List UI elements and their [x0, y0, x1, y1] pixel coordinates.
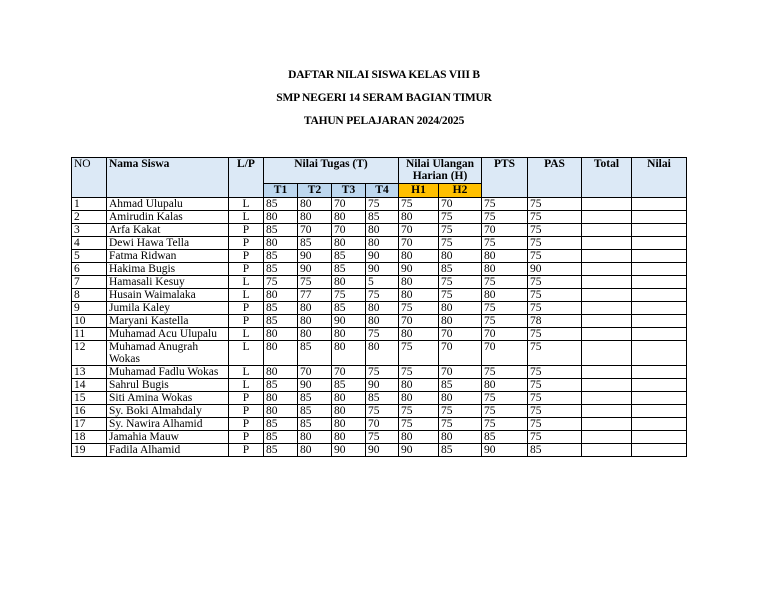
cell-t1: 80	[264, 405, 298, 418]
cell-no: 14	[72, 379, 107, 392]
cell-t4: 90	[366, 379, 399, 392]
cell-h2: 80	[439, 315, 482, 328]
cell-nilai	[632, 263, 687, 276]
cell-pas: 75	[528, 405, 582, 418]
title-line-1: DAFTAR NILAI SISWA KELAS VIII B	[288, 69, 480, 81]
cell-total	[582, 379, 632, 392]
cell-nilai	[632, 418, 687, 431]
cell-lp: P	[229, 250, 264, 263]
cell-no: 9	[72, 302, 107, 315]
cell-h2: 70	[439, 198, 482, 211]
cell-t1: 85	[264, 302, 298, 315]
cell-lp: P	[229, 315, 264, 328]
cell-t3: 80	[332, 237, 366, 250]
cell-t2: 75	[298, 276, 332, 289]
cell-t1: 80	[264, 211, 298, 224]
cell-pts: 75	[482, 198, 528, 211]
cell-lp: L	[229, 289, 264, 302]
cell-no: 16	[72, 405, 107, 418]
cell-pts: 70	[482, 341, 528, 366]
cell-lp: L	[229, 211, 264, 224]
cell-h1: 75	[399, 418, 439, 431]
cell-no: 5	[72, 250, 107, 263]
cell-t2: 77	[298, 289, 332, 302]
table-row	[72, 250, 687, 263]
cell-h1: 90	[399, 444, 439, 457]
cell-nama: Dewi Hawa Tella	[107, 237, 229, 250]
cell-total	[582, 392, 632, 405]
title-line-3: TAHUN PELAJARAN 2024/2025	[303, 115, 465, 127]
cell-pts: 80	[482, 250, 528, 263]
cell-t3: 70	[332, 224, 366, 237]
table-row	[72, 302, 687, 315]
cell-nama: Fatma Ridwan	[107, 250, 229, 263]
cell-h1: 80	[399, 250, 439, 263]
cell-pas: 75	[528, 211, 582, 224]
cell-total	[582, 431, 632, 444]
cell-t2: 85	[298, 341, 332, 366]
cell-t1: 75	[264, 276, 298, 289]
cell-nama: Husain Waimalaka	[107, 289, 229, 302]
cell-lp: P	[229, 224, 264, 237]
cell-lp: P	[229, 302, 264, 315]
cell-t2: 70	[298, 366, 332, 379]
cell-h2: 80	[439, 392, 482, 405]
cell-pts: 75	[482, 418, 528, 431]
cell-pas: 75	[528, 276, 582, 289]
cell-pas: 75	[528, 341, 582, 366]
header-nama-siswa: Nama Siswa	[107, 158, 229, 198]
cell-t1: 85	[264, 315, 298, 328]
cell-t3: 80	[332, 276, 366, 289]
cell-lp: P	[229, 431, 264, 444]
cell-pts: 75	[482, 276, 528, 289]
cell-total	[582, 276, 632, 289]
cell-t4: 75	[366, 431, 399, 444]
cell-nama: Muhamad Fadlu Wokas	[107, 366, 229, 379]
cell-pas: 75	[528, 328, 582, 341]
table-row	[72, 328, 687, 341]
cell-nama: Amirudin Kalas	[107, 211, 229, 224]
cell-no: 18	[72, 431, 107, 444]
cell-nama: Muhamad Anugrah Wokas	[107, 341, 229, 366]
cell-no: 6	[72, 263, 107, 276]
cell-no: 1	[72, 198, 107, 211]
cell-h1: 80	[399, 276, 439, 289]
cell-t2: 85	[298, 405, 332, 418]
cell-lp: L	[229, 328, 264, 341]
cell-t2: 80	[298, 211, 332, 224]
cell-pas: 90	[528, 263, 582, 276]
cell-pts: 75	[482, 302, 528, 315]
header-no: NO	[72, 158, 107, 198]
table-header	[72, 158, 687, 198]
cell-h1: 70	[399, 237, 439, 250]
cell-t2: 90	[298, 263, 332, 276]
cell-total	[582, 302, 632, 315]
cell-nilai	[632, 431, 687, 444]
table-row	[72, 276, 687, 289]
header-pas: PAS	[528, 158, 582, 198]
cell-nilai	[632, 224, 687, 237]
cell-t2: 80	[298, 444, 332, 457]
header-total: Total	[582, 158, 632, 198]
cell-nilai	[632, 315, 687, 328]
header-h2: H2	[439, 184, 482, 198]
cell-pts: 75	[482, 392, 528, 405]
cell-t1: 80	[264, 341, 298, 366]
cell-t1: 85	[264, 431, 298, 444]
cell-nama: Ahmad Ulupalu	[107, 198, 229, 211]
cell-h1: 70	[399, 224, 439, 237]
cell-nama: Sy. Boki Almahdaly	[107, 405, 229, 418]
cell-t1: 85	[264, 198, 298, 211]
cell-total	[582, 444, 632, 457]
cell-t4: 90	[366, 444, 399, 457]
cell-nilai	[632, 276, 687, 289]
table-row	[72, 341, 687, 366]
cell-t1: 85	[264, 444, 298, 457]
cell-pas: 75	[528, 379, 582, 392]
cell-pts: 85	[482, 431, 528, 444]
cell-pts: 75	[482, 366, 528, 379]
cell-t3: 85	[332, 379, 366, 392]
cell-nilai	[632, 366, 687, 379]
grades-table	[71, 157, 687, 457]
cell-no: 13	[72, 366, 107, 379]
cell-t3: 80	[332, 341, 366, 366]
cell-lp: P	[229, 237, 264, 250]
cell-pts: 70	[482, 328, 528, 341]
cell-h2: 75	[439, 224, 482, 237]
cell-h2: 75	[439, 211, 482, 224]
cell-t2: 80	[298, 328, 332, 341]
cell-total	[582, 263, 632, 276]
cell-no: 3	[72, 224, 107, 237]
cell-h2: 70	[439, 328, 482, 341]
cell-t4: 80	[366, 341, 399, 366]
cell-no: 11	[72, 328, 107, 341]
cell-no: 15	[72, 392, 107, 405]
cell-nama: Jamahia Mauw	[107, 431, 229, 444]
table-row	[72, 405, 687, 418]
cell-total	[582, 211, 632, 224]
cell-nilai	[632, 405, 687, 418]
table-row	[72, 224, 687, 237]
cell-pts: 75	[482, 405, 528, 418]
cell-h1: 75	[399, 366, 439, 379]
cell-t4: 75	[366, 405, 399, 418]
cell-h2: 70	[439, 341, 482, 366]
cell-no: 2	[72, 211, 107, 224]
table-row	[72, 431, 687, 444]
cell-pas: 75	[528, 289, 582, 302]
header-lp: L/P	[229, 158, 264, 198]
cell-pas: 75	[528, 431, 582, 444]
cell-t1: 85	[264, 224, 298, 237]
cell-nama: Fadila Alhamid	[107, 444, 229, 457]
cell-h2: 70	[439, 366, 482, 379]
cell-t4: 80	[366, 315, 399, 328]
cell-t2: 80	[298, 315, 332, 328]
cell-nilai	[632, 302, 687, 315]
header-t2: T2	[298, 184, 332, 198]
cell-nilai	[632, 341, 687, 366]
cell-pas: 75	[528, 224, 582, 237]
cell-lp: L	[229, 341, 264, 366]
cell-h2: 80	[439, 302, 482, 315]
cell-t4: 85	[366, 211, 399, 224]
cell-h1: 80	[399, 328, 439, 341]
cell-no: 8	[72, 289, 107, 302]
cell-h2: 75	[439, 237, 482, 250]
cell-t3: 80	[332, 392, 366, 405]
cell-t1: 80	[264, 392, 298, 405]
cell-h1: 75	[399, 341, 439, 366]
table-row	[72, 366, 687, 379]
cell-t1: 80	[264, 237, 298, 250]
cell-t3: 80	[332, 418, 366, 431]
cell-pas: 75	[528, 302, 582, 315]
cell-t3: 80	[332, 405, 366, 418]
table-row	[72, 198, 687, 211]
cell-t2: 90	[298, 379, 332, 392]
cell-pts: 90	[482, 444, 528, 457]
cell-lp: L	[229, 366, 264, 379]
cell-t4: 5	[366, 276, 399, 289]
cell-t3: 70	[332, 366, 366, 379]
cell-total	[582, 237, 632, 250]
cell-t1: 85	[264, 418, 298, 431]
cell-no: 19	[72, 444, 107, 457]
cell-t4: 80	[366, 224, 399, 237]
cell-nama: Hakima Bugis	[107, 263, 229, 276]
cell-pas: 75	[528, 237, 582, 250]
cell-pts: 80	[482, 263, 528, 276]
cell-total	[582, 405, 632, 418]
cell-h2: 85	[439, 263, 482, 276]
cell-t2: 80	[298, 302, 332, 315]
cell-lp: L	[229, 379, 264, 392]
header-pts: PTS	[482, 158, 528, 198]
cell-total	[582, 224, 632, 237]
cell-h1: 90	[399, 263, 439, 276]
cell-t3: 90	[332, 315, 366, 328]
cell-no: 17	[72, 418, 107, 431]
cell-nilai	[632, 392, 687, 405]
header-nilai-tugas: Nilai Tugas (T)	[264, 158, 399, 184]
cell-total	[582, 250, 632, 263]
cell-nilai	[632, 289, 687, 302]
cell-total	[582, 341, 632, 366]
table-row	[72, 418, 687, 431]
cell-t4: 75	[366, 366, 399, 379]
cell-t3: 70	[332, 198, 366, 211]
cell-pas: 75	[528, 418, 582, 431]
cell-t1: 85	[264, 250, 298, 263]
cell-pas: 75	[528, 198, 582, 211]
table-row	[72, 315, 687, 328]
cell-pts: 75	[482, 211, 528, 224]
table-row	[72, 444, 687, 457]
cell-h2: 80	[439, 250, 482, 263]
table-row	[72, 263, 687, 276]
cell-t2: 85	[298, 392, 332, 405]
cell-t4: 90	[366, 250, 399, 263]
cell-nilai	[632, 444, 687, 457]
cell-t4: 80	[366, 302, 399, 315]
cell-h1: 80	[399, 392, 439, 405]
header-t4: T4	[366, 184, 399, 198]
cell-nama: Maryani Kastella	[107, 315, 229, 328]
cell-t3: 85	[332, 302, 366, 315]
cell-h2: 75	[439, 405, 482, 418]
cell-t2: 85	[298, 418, 332, 431]
cell-pts: 70	[482, 224, 528, 237]
cell-h1: 80	[399, 289, 439, 302]
cell-t3: 80	[332, 211, 366, 224]
cell-t2: 90	[298, 250, 332, 263]
cell-total	[582, 366, 632, 379]
cell-pts: 80	[482, 289, 528, 302]
cell-t1: 80	[264, 366, 298, 379]
cell-nama: Hamasali Kesuy	[107, 276, 229, 289]
cell-t2: 85	[298, 237, 332, 250]
header-nilai: Nilai	[632, 158, 687, 198]
table-row	[72, 289, 687, 302]
cell-pts: 75	[482, 315, 528, 328]
cell-h2: 85	[439, 444, 482, 457]
cell-no: 4	[72, 237, 107, 250]
cell-t1: 85	[264, 263, 298, 276]
cell-nama: Muhamad Acu Ulupalu	[107, 328, 229, 341]
cell-lp: P	[229, 405, 264, 418]
cell-t1: 80	[264, 289, 298, 302]
cell-h1: 70	[399, 315, 439, 328]
cell-lp: P	[229, 263, 264, 276]
table-row	[72, 379, 687, 392]
cell-t4: 80	[366, 237, 399, 250]
cell-t1: 85	[264, 379, 298, 392]
cell-total	[582, 328, 632, 341]
cell-h1: 80	[399, 431, 439, 444]
cell-pts: 80	[482, 379, 528, 392]
cell-t3: 85	[332, 250, 366, 263]
header-nilai-ulangan: Nilai Ulangan Harian (H)	[399, 158, 482, 184]
cell-t3: 75	[332, 289, 366, 302]
cell-no: 10	[72, 315, 107, 328]
cell-total	[582, 418, 632, 431]
cell-no: 12	[72, 341, 107, 366]
cell-nama: Jumila Kaley	[107, 302, 229, 315]
cell-total	[582, 289, 632, 302]
cell-total	[582, 198, 632, 211]
cell-h2: 80	[439, 431, 482, 444]
cell-nama: Sahrul Bugis	[107, 379, 229, 392]
cell-nama: Arfa Kakat	[107, 224, 229, 237]
cell-h2: 85	[439, 379, 482, 392]
cell-nama: Siti Amina Wokas	[107, 392, 229, 405]
cell-h2: 75	[439, 289, 482, 302]
header-t3: T3	[332, 184, 366, 198]
cell-t2: 70	[298, 224, 332, 237]
title-line-2: SMP NEGERI 14 SERAM BAGIAN TIMUR	[276, 92, 492, 104]
header-t1: T1	[264, 184, 298, 198]
cell-t3: 90	[332, 444, 366, 457]
cell-h2: 75	[439, 276, 482, 289]
cell-nilai	[632, 211, 687, 224]
cell-pts: 75	[482, 237, 528, 250]
cell-t3: 80	[332, 328, 366, 341]
cell-no: 7	[72, 276, 107, 289]
cell-lp: P	[229, 444, 264, 457]
cell-t2: 80	[298, 198, 332, 211]
cell-t4: 75	[366, 328, 399, 341]
cell-t4: 75	[366, 289, 399, 302]
cell-lp: P	[229, 418, 264, 431]
cell-t4: 75	[366, 198, 399, 211]
cell-pas: 75	[528, 392, 582, 405]
cell-nilai	[632, 328, 687, 341]
table-row	[72, 392, 687, 405]
cell-t4: 85	[366, 392, 399, 405]
cell-t4: 90	[366, 263, 399, 276]
table-row	[72, 237, 687, 250]
cell-lp: L	[229, 276, 264, 289]
header-h1: H1	[399, 184, 439, 198]
cell-t3: 80	[332, 431, 366, 444]
cell-t3: 85	[332, 263, 366, 276]
cell-pas: 75	[528, 250, 582, 263]
cell-t1: 80	[264, 328, 298, 341]
cell-nilai	[632, 250, 687, 263]
cell-h1: 75	[399, 302, 439, 315]
cell-h1: 80	[399, 379, 439, 392]
cell-t4: 70	[366, 418, 399, 431]
cell-nilai	[632, 237, 687, 250]
cell-pas: 75	[528, 366, 582, 379]
cell-h1: 75	[399, 405, 439, 418]
cell-lp: L	[229, 198, 264, 211]
cell-h2: 75	[439, 418, 482, 431]
cell-pas: 85	[528, 444, 582, 457]
cell-h1: 75	[399, 198, 439, 211]
cell-total	[582, 315, 632, 328]
table-body	[72, 198, 687, 457]
cell-pas: 78	[528, 315, 582, 328]
cell-t2: 80	[298, 431, 332, 444]
table-row	[72, 211, 687, 224]
cell-nama: Sy. Nawira Alhamid	[107, 418, 229, 431]
cell-nilai	[632, 379, 687, 392]
cell-nilai	[632, 198, 687, 211]
cell-lp: P	[229, 392, 264, 405]
cell-h1: 80	[399, 211, 439, 224]
